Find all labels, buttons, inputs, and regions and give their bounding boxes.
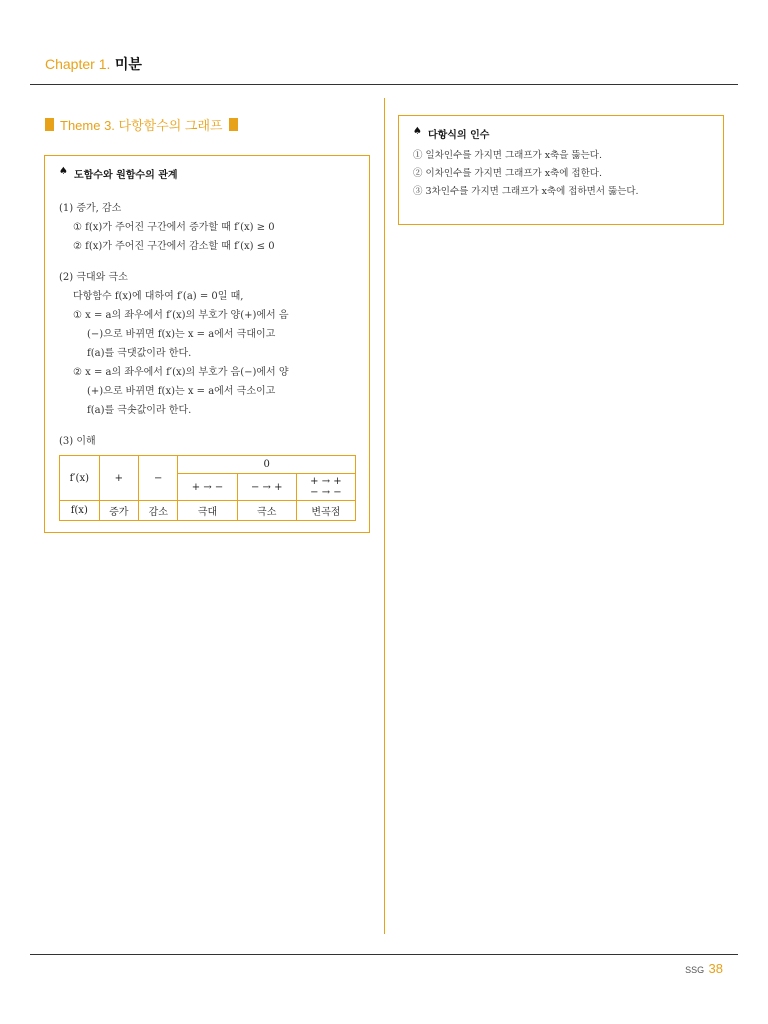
section-2-item-1-cont: (−)으로 바뀌면 f(x)는 x = a에서 극대이고 — [87, 329, 276, 340]
cell-fx: f(x) — [60, 501, 100, 521]
section-2-intro: 다항함수 f(x)에 대하여 f′(a) = 0일 때, — [73, 291, 244, 302]
chapter-label: Chapter 1. — [45, 56, 111, 72]
cell-minus-minus: − → − — [310, 487, 342, 498]
section-2-item-2: ② x = a의 좌우에서 f′(x)의 부호가 음(−)에서 양 — [73, 367, 289, 378]
spade-icon: ♠ — [413, 126, 422, 137]
box-heading-text: 도함수와 원함수의 관계 — [73, 170, 178, 181]
cell-local-max: 극대 — [178, 501, 237, 521]
cell-inflection: 변곡점 — [296, 501, 355, 521]
section-2-item-2-cont: (+)으로 바뀌면 f(x)는 x = a에서 극소이고 — [87, 386, 276, 397]
top-divider — [30, 84, 738, 85]
box-heading — [59, 166, 355, 181]
section-1-item-1: ① f(x)가 주어진 구간에서 증가할 때 f′(x) ≥ 0 — [73, 222, 275, 233]
spade-icon: ♠ — [59, 166, 68, 177]
cell-plus: + — [99, 456, 138, 501]
section-2-item-1: ① x = a의 좌우에서 f′(x)의 부호가 양(+)에서 음 — [73, 310, 289, 321]
chapter-header — [45, 54, 142, 74]
factor-item-2: ② 이차인수를 가지면 그래프가 x축에 접한다. — [413, 168, 602, 179]
cell-zero: 0 — [178, 456, 356, 474]
section-3-title: (3) 이해 — [59, 436, 96, 447]
column-divider — [384, 98, 385, 934]
derivative-relation-box — [44, 155, 370, 533]
footer-brand: SSG — [685, 965, 705, 975]
cell-local-min: 극소 — [237, 501, 296, 521]
cell-minus-to-plus: − → + — [237, 474, 296, 501]
section-2-item-1-cont2: f(a)를 극댓값이라 한다. — [87, 348, 192, 359]
section-2-title: (2) 극대와 극소 — [59, 272, 128, 283]
sign-table — [59, 455, 356, 521]
theme-title: Theme 3. 다항함수의 그래프 — [60, 118, 223, 133]
section-1-title: (1) 증가, 감소 — [59, 203, 122, 214]
cell-same-sign — [296, 474, 355, 501]
bottom-divider — [30, 954, 738, 955]
page-footer — [685, 960, 723, 978]
factor-item-3: ③ 3차인수를 가지면 그래프가 x축에 접하면서 뚫는다. — [413, 186, 639, 197]
factor-item-1: ① 일차인수를 가지면 그래프가 x축을 뚫는다. — [413, 150, 602, 161]
page-number: 38 — [708, 961, 723, 976]
theme-heading — [45, 115, 238, 134]
chapter-title: 미분 — [114, 57, 142, 73]
cell-plus-plus: + → + — [310, 476, 342, 487]
theme-marker-right — [229, 118, 238, 131]
cell-fprime: f′(x) — [60, 456, 100, 501]
cell-decrease: 감소 — [139, 501, 178, 521]
box-heading — [413, 126, 709, 141]
polynomial-factor-box — [398, 115, 724, 225]
cell-plus-to-minus: + → − — [178, 474, 237, 501]
section-1-item-2: ② f(x)가 주어진 구간에서 감소할 때 f′(x) ≤ 0 — [73, 241, 275, 252]
theme-marker-left — [45, 118, 54, 131]
cell-increase: 증가 — [99, 501, 138, 521]
box-heading-text: 다항식의 인수 — [427, 130, 490, 141]
section-2-item-2-cont2: f(a)를 극솟값이라 한다. — [87, 405, 192, 416]
cell-minus: − — [139, 456, 178, 501]
